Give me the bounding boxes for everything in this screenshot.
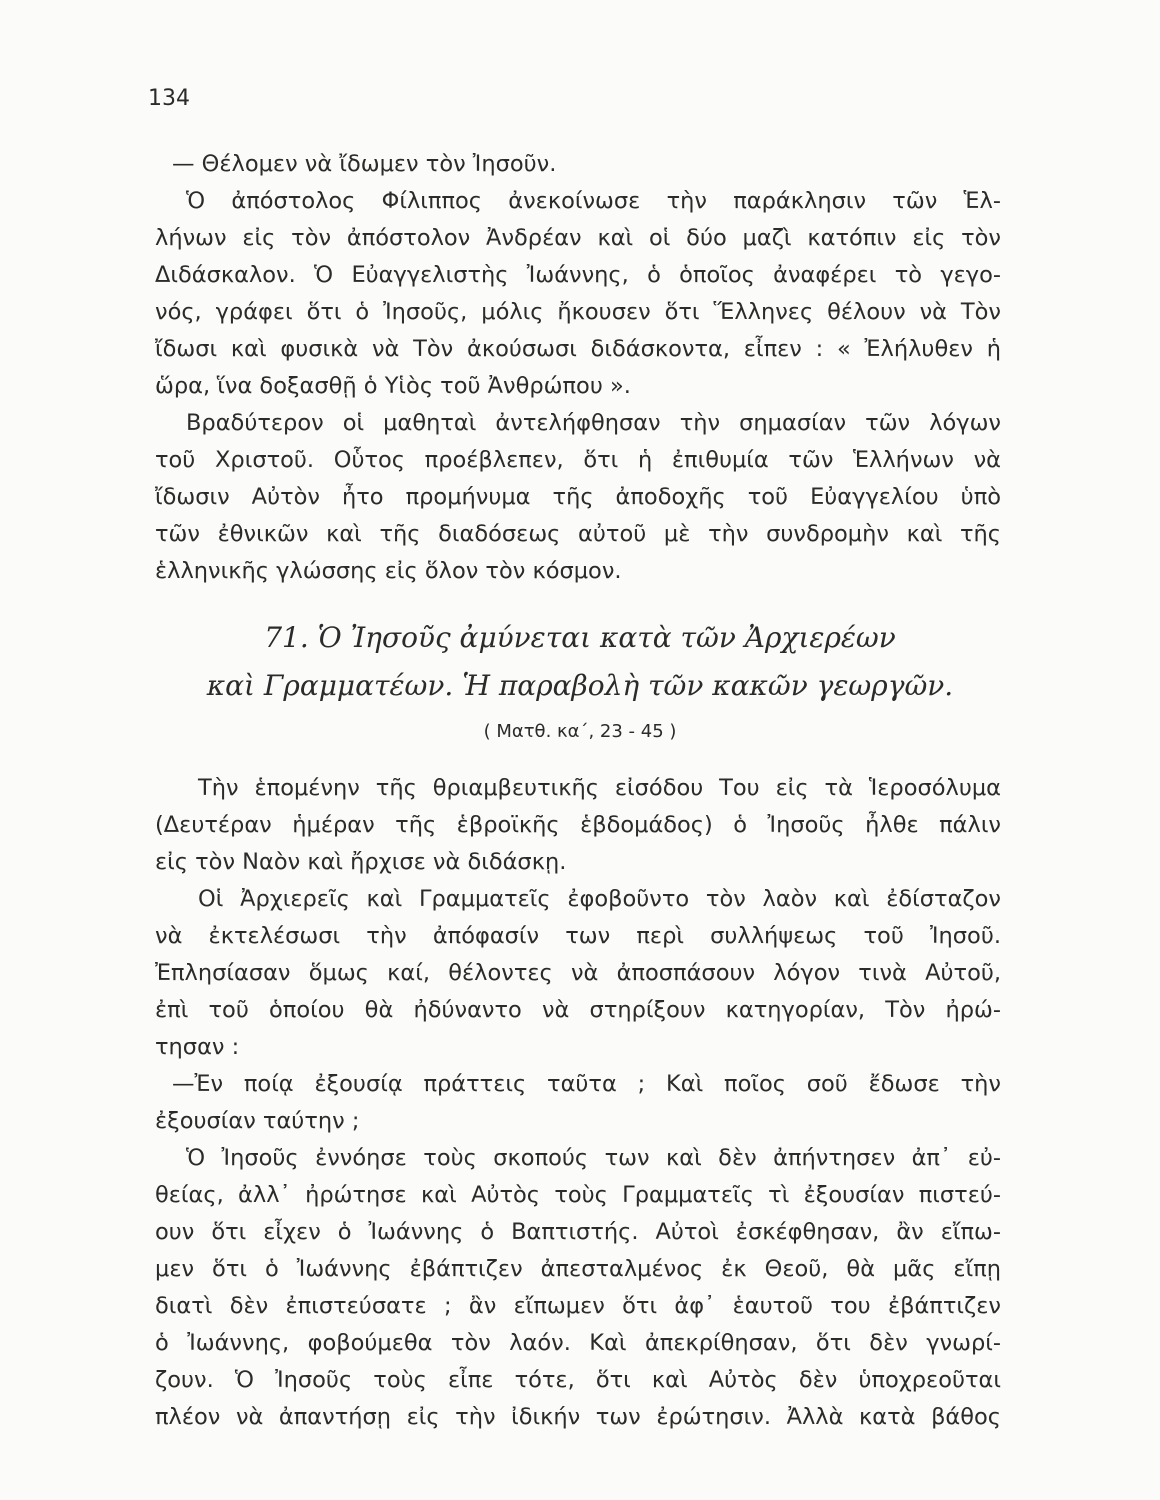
text-line: —Ἐν ποίᾳ ἐξουσίᾳ πράττεις ταῦτα ; Καὶ ποῖος σοῦ ἔδωσε τὴν	[172, 1071, 1001, 1097]
text-line: (Δευτέραν ἡμέραν τῆς ἑβροϊκῆς ἑβδομάδος) ὁ Ἰησοῦς ἦλθε πάλιν	[155, 812, 1001, 838]
text-line: λήνων εἰς τὸν ἀπόστολον Ἀνδρέαν καὶ οἱ δύο μαζὶ κατόπιν εἰς τὸν	[155, 225, 1001, 251]
text-line: Ἐπλησίασαν ὅμως καί, θέλοντες νὰ ἀποσπάσουν λόγον τινὰ Αὐτοῦ,	[155, 960, 1001, 986]
text-line: τησαν :	[155, 1034, 240, 1060]
text-line: ζουν. Ὁ Ἰησοῦς τοὺς εἶπε τότε, ὅτι καὶ Αὐτὸς δὲν ὑποχρεοῦται	[155, 1367, 1001, 1393]
text-line: Βραδύτερον οἱ μαθηταὶ ἀντελήφθησαν τὴν σημασίαν τῶν λόγων	[186, 410, 1001, 436]
text-line: θείας, ἀλλ᾽ ἠρώτησε καὶ Αὐτὸς τοὺς Γραμματεῖς τὶ ἐξουσίαν πιστεύ-	[155, 1182, 1001, 1208]
text-line: Διδάσκαλον. Ὁ Εὐαγγελιστὴς Ἰωάννης, ὁ ὁποῖος ἀναφέρει τὸ γεγο-	[155, 262, 1001, 288]
text-line: ἑλληνικῆς γλώσσης εἰς ὅλον τὸν κόσμον.	[155, 558, 622, 584]
scripture-reference: ( Ματθ. κα΄, 23 - 45 )	[483, 721, 677, 742]
text-line: τοῦ Χριστοῦ. Οὗτος προέβλεπεν, ὅτι ἡ ἐπιθυμία τῶν Ἑλλήνων νὰ	[155, 447, 1001, 473]
text-line: ἐξουσίαν ταύτην ;	[155, 1108, 360, 1134]
text-line: — Θέλομεν νὰ ἴδωμεν τὸν Ἰησοῦν.	[172, 151, 557, 177]
text-line: Ὁ Ἰησοῦς ἐννόησε τοὺς σκοπούς των καὶ δὲν ἀπήντησεν ἀπ᾽ εὐ-	[186, 1145, 1001, 1171]
text-line: ἐπὶ τοῦ ὁποίου θὰ ἠδύναντο νὰ στηρίξουν κατηγορίαν, Τὸν ἠρώ-	[155, 997, 1001, 1023]
text-line: τῶν ἐθνικῶν καὶ τῆς διαδόσεως αὐτοῦ μὲ τὴν συνδρομὴν καὶ τῆς	[155, 521, 1001, 547]
text-line: νός, γράφει ὅτι ὁ Ἰησοῦς, μόλις ἤκουσεν ὅτι Ἕλληνες θέλουν νὰ Τὸν	[155, 299, 1001, 325]
text-line: νὰ ἐκτελέσωσι τὴν ἀπόφασίν των περὶ συλλήψεως τοῦ Ἰησοῦ.	[155, 923, 1001, 949]
text-line: ὁ Ἰωάννης, φοβούμεθα τὸν λαόν. Καὶ ἀπεκρίθησαν, ὅτι δὲν γνωρί-	[155, 1330, 1001, 1356]
text-line: ἴδωσιν Αὐτὸν ἦτο προμήνυμα τῆς ἀποδοχῆς τοῦ Εὐαγγελίου ὑπὸ	[155, 484, 1001, 510]
text-line: Οἱ Ἀρχιερεῖς καὶ Γραμματεῖς ἐφοβοῦντο τὸν λαὸν καὶ ἐδίσταζον	[198, 886, 1001, 912]
section-heading: καὶ Γραμματέων. Ἡ παραβολὴ τῶν κακῶν γεωργῶν.	[206, 669, 954, 702]
page-number: 134	[148, 86, 190, 111]
section-heading: 71. Ὁ Ἰησοῦς ἀμύνεται κατὰ τῶν Ἀρχιερέων	[264, 621, 896, 654]
text-line: Τὴν ἑπομένην τῆς θριαμβευτικῆς εἰσόδου Του εἰς τὰ Ἱεροσόλυμα	[198, 775, 1001, 801]
text-line: ἴδωσι καὶ φυσικὰ νὰ Τὸν ἀκούσωσι διδάσκοντα, εἶπεν : « Ἐλήλυθεν ἡ	[155, 336, 1001, 362]
text-line: Ὁ ἀπόστολος Φίλιππος ἀνεκοίνωσε τὴν παράκλησιν τῶν Ἑλ-	[186, 188, 1001, 214]
text-line: πλέον νὰ ἀπαντήσῃ εἰς τὴν ἰδικήν των ἐρώτησιν. Ἀλλὰ κατὰ βάθος	[155, 1404, 1001, 1430]
text-line: μεν ὅτι ὁ Ἰωάννης ἐβάπτιζεν ἀπεσταλμένος ἐκ Θεοῦ, θὰ μᾶς εἴπῃ	[155, 1256, 1001, 1282]
text-line: διατὶ δὲν ἐπιστεύσατε ; ἂν εἴπωμεν ὅτι ἀφ᾽ ἑαυτοῦ του ἐβάπτιζεν	[155, 1293, 1001, 1319]
text-line: ὥρα, ἵνα δοξασθῇ ὁ Υἱὸς τοῦ Ἀνθρώπου ».	[155, 373, 631, 399]
text-line: εἰς τὸν Ναὸν καὶ ἤρχισε νὰ διδάσκῃ.	[155, 849, 567, 875]
text-line: ουν ὅτι εἶχεν ὁ Ἰωάννης ὁ Βαπτιστής. Αὐτοὶ ἐσκέφθησαν, ἂν εἴπω-	[155, 1219, 1001, 1245]
